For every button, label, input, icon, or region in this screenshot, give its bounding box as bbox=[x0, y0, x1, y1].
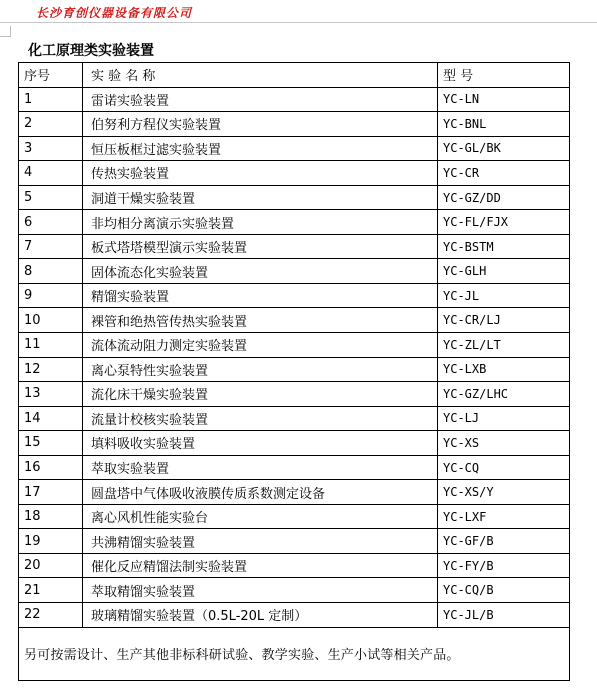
row-number: 13 bbox=[19, 382, 83, 407]
model-number: YC-CR bbox=[438, 161, 570, 186]
model-number: YC-BSTM bbox=[438, 234, 570, 259]
column-header-model: 型 号 bbox=[438, 63, 570, 88]
model-number: YC-BNL bbox=[438, 112, 570, 137]
experiment-name: 填料吸收实验装置 bbox=[83, 431, 438, 456]
row-number: 12 bbox=[19, 357, 83, 382]
table-row bbox=[19, 455, 570, 480]
row-number: 20 bbox=[19, 553, 83, 578]
row-number: 10 bbox=[19, 308, 83, 333]
table-row bbox=[19, 210, 570, 235]
row-number: 1 bbox=[19, 87, 83, 112]
header-rule bbox=[0, 22, 597, 23]
table-row bbox=[19, 431, 570, 456]
table-row bbox=[19, 234, 570, 259]
model-number: YC-JL bbox=[438, 283, 570, 308]
experiment-name: 离心泵特性实验装置 bbox=[83, 357, 438, 382]
model-number: YC-GZ/LHC bbox=[438, 382, 570, 407]
row-number: 16 bbox=[19, 455, 83, 480]
model-number: YC-LXB bbox=[438, 357, 570, 382]
table-row bbox=[19, 578, 570, 603]
table-row bbox=[19, 333, 570, 358]
table-row bbox=[19, 553, 570, 578]
row-number: 2 bbox=[19, 112, 83, 137]
model-number: YC-FL/FJX bbox=[438, 210, 570, 235]
row-number: 6 bbox=[19, 210, 83, 235]
row-number: 8 bbox=[19, 259, 83, 284]
table-row bbox=[19, 480, 570, 505]
table-row bbox=[19, 382, 570, 407]
document-title: 化工原理类实验装置 bbox=[28, 43, 154, 59]
experiment-name: 玻璃精馏实验装置（0.5L-20L 定制） bbox=[83, 603, 438, 628]
experiment-name: 传热实验装置 bbox=[83, 161, 438, 186]
row-number: 5 bbox=[19, 185, 83, 210]
table-row bbox=[19, 161, 570, 186]
row-number: 14 bbox=[19, 406, 83, 431]
row-number: 3 bbox=[19, 136, 83, 161]
company-name: 长沙育创仪器设备有限公司 bbox=[36, 6, 193, 20]
row-number: 15 bbox=[19, 431, 83, 456]
table-row bbox=[19, 308, 570, 333]
row-number: 17 bbox=[19, 480, 83, 505]
table-row bbox=[19, 136, 570, 161]
row-number: 7 bbox=[19, 234, 83, 259]
table-row bbox=[19, 283, 570, 308]
page-corner-mark bbox=[0, 26, 11, 37]
table-footer-row bbox=[19, 627, 570, 680]
experiment-name: 精馏实验装置 bbox=[83, 283, 438, 308]
table-row bbox=[19, 406, 570, 431]
row-number: 9 bbox=[19, 283, 83, 308]
experiment-name: 流量计校核实验装置 bbox=[83, 406, 438, 431]
experiment-name: 裸管和绝热管传热实验装置 bbox=[83, 308, 438, 333]
model-number: YC-GLH bbox=[438, 259, 570, 284]
experiment-name: 固体流态化实验装置 bbox=[83, 259, 438, 284]
table-row bbox=[19, 357, 570, 382]
table-row bbox=[19, 185, 570, 210]
experiment-name: 离心风机性能实验台 bbox=[83, 504, 438, 529]
experiment-name: 洞道干燥实验装置 bbox=[83, 185, 438, 210]
table-row bbox=[19, 259, 570, 284]
model-number: YC-XS/Y bbox=[438, 480, 570, 505]
row-number: 18 bbox=[19, 504, 83, 529]
table-body bbox=[19, 87, 570, 627]
model-number: YC-CQ/B bbox=[438, 578, 570, 603]
experiment-name: 催化反应精馏法制实验装置 bbox=[83, 553, 438, 578]
model-number: YC-LJ bbox=[438, 406, 570, 431]
experiment-name: 萃取精馏实验装置 bbox=[83, 578, 438, 603]
model-number: YC-GL/BK bbox=[438, 136, 570, 161]
model-number: YC-XS bbox=[438, 431, 570, 456]
row-number: 21 bbox=[19, 578, 83, 603]
experiment-name: 萃取实验装置 bbox=[83, 455, 438, 480]
model-number: YC-ZL/LT bbox=[438, 333, 570, 358]
table-row bbox=[19, 87, 570, 112]
model-number: YC-GF/B bbox=[438, 529, 570, 554]
equipment-table bbox=[18, 62, 570, 681]
experiment-name: 伯努利方程仪实验装置 bbox=[83, 112, 438, 137]
row-number: 11 bbox=[19, 333, 83, 358]
table-row bbox=[19, 603, 570, 628]
model-number: YC-CQ bbox=[438, 455, 570, 480]
model-number: YC-LN bbox=[438, 87, 570, 112]
experiment-name: 流化床干燥实验装置 bbox=[83, 382, 438, 407]
model-number: YC-JL/B bbox=[438, 603, 570, 628]
experiment-name: 流体流动阻力测定实验装置 bbox=[83, 333, 438, 358]
table-footer-note: 另可按需设计、生产其他非标科研试验、教学实验、生产小试等相关产品。 bbox=[19, 627, 570, 680]
row-number: 19 bbox=[19, 529, 83, 554]
experiment-name: 圆盘塔中气体吸收液膜传质系数测定设备 bbox=[83, 480, 438, 505]
row-number: 22 bbox=[19, 603, 83, 628]
table-row bbox=[19, 504, 570, 529]
column-header-number: 序号 bbox=[19, 63, 83, 88]
table-header-row bbox=[19, 63, 570, 88]
table-row bbox=[19, 112, 570, 137]
experiment-name: 共沸精馏实验装置 bbox=[83, 529, 438, 554]
experiment-name: 雷诺实验装置 bbox=[83, 87, 438, 112]
table-row bbox=[19, 529, 570, 554]
model-number: YC-CR/LJ bbox=[438, 308, 570, 333]
model-number: YC-GZ/DD bbox=[438, 185, 570, 210]
column-header-name: 实 验 名 称 bbox=[83, 63, 438, 88]
model-number: YC-LXF bbox=[438, 504, 570, 529]
row-number: 4 bbox=[19, 161, 83, 186]
experiment-name: 板式塔塔模型演示实验装置 bbox=[83, 234, 438, 259]
experiment-name: 非均相分离演示实验装置 bbox=[83, 210, 438, 235]
experiment-name: 恒压板框过滤实验装置 bbox=[83, 136, 438, 161]
model-number: YC-FY/B bbox=[438, 553, 570, 578]
